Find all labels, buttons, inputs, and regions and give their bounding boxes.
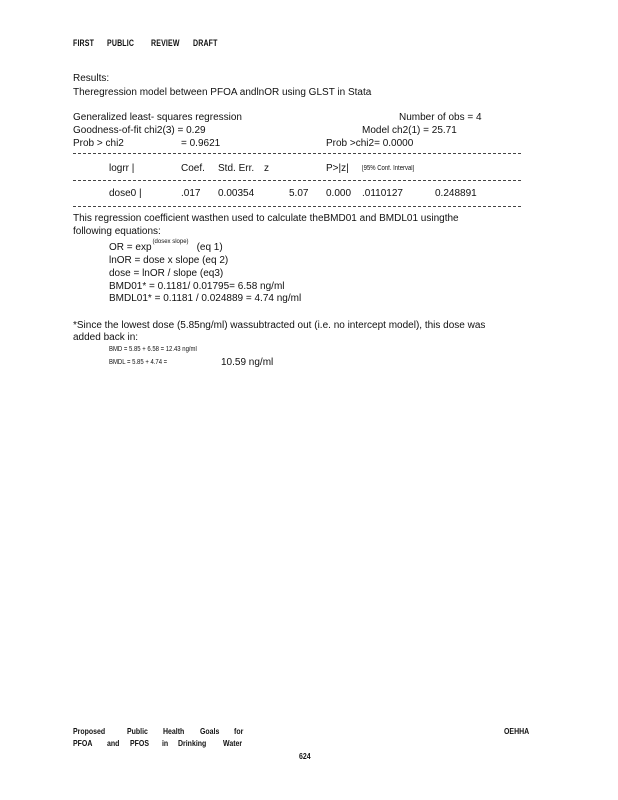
body-text-line1: This regression coefficient wasthen used to calculate theBMD01 and BMDL01 usingthe	[73, 213, 459, 224]
equation-1-exponent: (dosex slope)	[152, 239, 189, 245]
footer-word: Goals	[200, 726, 220, 736]
header-word-review: REVIEW	[151, 38, 180, 48]
results-intro: Theregression model between PFOA andlnOR using GLST in Stata	[73, 87, 372, 98]
stata-line1-left: Generalized least- squares regression	[73, 112, 242, 123]
col-header-p: P>|z|	[326, 163, 349, 174]
footer-word: Health	[163, 726, 185, 736]
row-ci-high: 0.248891	[435, 188, 477, 199]
col-header-var: logrr |	[109, 163, 135, 174]
stata-line2-right: Model ch2(1) = 25.71	[362, 125, 457, 136]
divider-top	[73, 153, 521, 154]
header-word-draft: DRAFT	[193, 38, 218, 48]
footer-word: and	[107, 738, 120, 748]
equation-1	[109, 239, 223, 255]
equation-3: dose = lnOR / slope (eq3)	[109, 268, 224, 279]
row-se: 0.00354	[218, 188, 255, 199]
bmdl-added-back-value: 10.59 ng/ml	[221, 357, 274, 368]
stata-line3-left-label: Prob > chi2	[73, 138, 124, 149]
bmd01-calc: BMD01* = 0.1181/ 0.01795= 6.58 ng/ml	[109, 281, 285, 292]
col-header-z: z	[264, 163, 269, 174]
footer-word: Proposed	[73, 726, 106, 736]
bmdl01-calc: BMDL01* = 0.1181 / 0.024889 = 4.74 ng/ml	[109, 293, 302, 304]
footer-word: PFOA	[73, 738, 93, 748]
footer-word: PFOS	[130, 738, 149, 748]
header-word-public: PUBLIC	[107, 38, 135, 48]
results-heading: Results:	[73, 73, 110, 84]
footer-word: Drinking	[178, 738, 207, 748]
stata-line1-right: Number of obs = 4	[399, 112, 482, 123]
row-coef: .017	[181, 188, 201, 199]
bmdl-added-back-label: BMDL = 5.85 + 4.74 =	[109, 359, 168, 366]
page-number: 624	[299, 751, 311, 761]
footer-word: Public	[127, 726, 148, 736]
footer-agency: OEHHA	[504, 726, 530, 736]
note-line2: added back in:	[73, 332, 139, 343]
header-word-first: FIRST	[73, 38, 95, 48]
divider-mid	[73, 180, 521, 181]
row-var: dose0 |	[109, 188, 142, 199]
divider-bottom	[73, 206, 521, 207]
col-header-se: Std. Err.	[218, 163, 255, 174]
stata-line3-left-value: = 0.9621	[181, 138, 221, 149]
body-text-line2: following equations:	[73, 226, 161, 237]
footer-word: in	[162, 738, 169, 748]
row-z: 5.07	[289, 188, 309, 199]
equation-1-label: (eq 1)	[196, 242, 223, 253]
footer-word: for	[234, 726, 244, 736]
stata-line3-right: Prob >chi2= 0.0000	[326, 138, 414, 149]
row-ci-low: .0110127	[362, 188, 403, 199]
stata-line2-left: Goodness-of-fit chi2(3) = 0.29	[73, 125, 206, 136]
equation-2: lnOR = dose x slope (eq 2)	[109, 255, 229, 266]
equation-1-main: OR = exp	[109, 242, 152, 253]
note-line1: *Since the lowest dose (5.85ng/ml) wassubtracted out (i.e. no intercept model), this dose was	[73, 320, 486, 331]
col-header-coef: Coef.	[181, 163, 205, 174]
col-header-ci: [95% Conf. Interval]	[362, 165, 415, 172]
footer-word: Water	[223, 738, 243, 748]
bmd-added-back: BMD = 5.85 + 6.58 = 12.43 ng/ml	[109, 346, 197, 353]
row-p: 0.000	[326, 188, 352, 199]
